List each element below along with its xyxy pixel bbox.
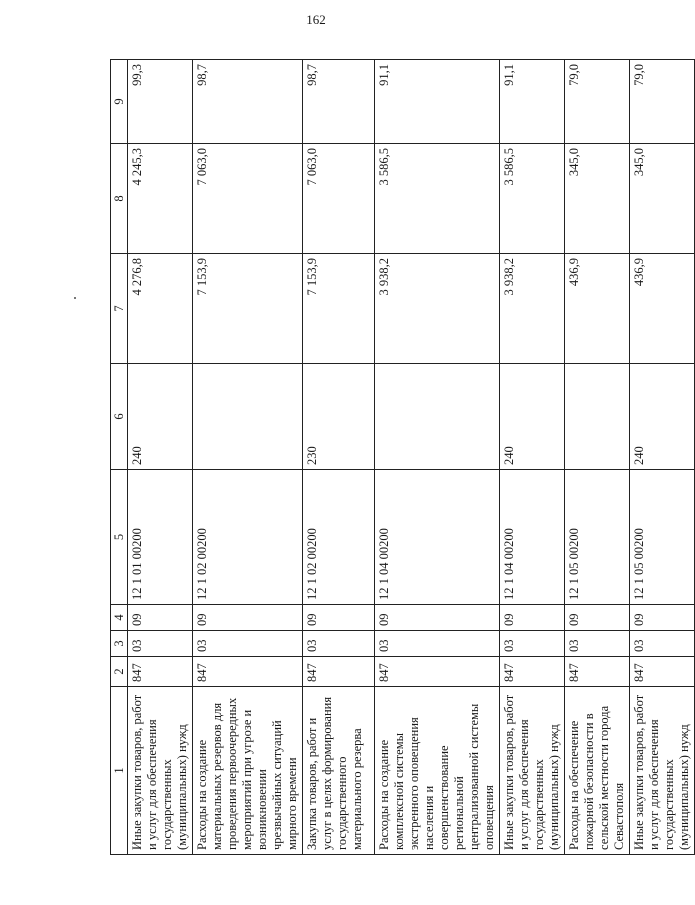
row-name: Иные закупки товаров, работ и услуг для обеспечения государственных (муниципальных) нужд xyxy=(128,687,193,855)
cell-c8: 4 245,3 xyxy=(128,144,193,254)
table-row xyxy=(630,60,695,855)
cell-c8: 345,0 xyxy=(565,144,630,254)
cell-c6 xyxy=(565,364,630,470)
cell-c6: 240 xyxy=(128,364,193,470)
table-row xyxy=(128,60,193,855)
cell-c8: 345,0 xyxy=(630,144,695,254)
cell-c7: 4 276,8 xyxy=(128,254,193,364)
cell-c4: 09 xyxy=(193,605,303,631)
cell-c9: 98,7 xyxy=(193,60,303,144)
cell-c9: 91,1 xyxy=(500,60,565,144)
cell-c3: 03 xyxy=(193,631,303,657)
cell-c3: 03 xyxy=(630,631,695,657)
table-row xyxy=(375,60,500,855)
cell-c2: 847 xyxy=(128,657,193,687)
rotated-table-container xyxy=(110,60,691,855)
cell-c5: 12 1 04 00200 xyxy=(500,470,565,605)
cell-c4: 09 xyxy=(128,605,193,631)
cell-c7: 3 938,2 xyxy=(500,254,565,364)
col-header: 1 xyxy=(111,687,128,855)
cell-c3: 03 xyxy=(128,631,193,657)
table-row xyxy=(500,60,565,855)
cell-c3: 03 xyxy=(375,631,500,657)
cell-c2: 847 xyxy=(193,657,303,687)
cell-c9: 99,3 xyxy=(128,60,193,144)
cell-c2: 847 xyxy=(565,657,630,687)
col-header: 9 xyxy=(111,60,128,144)
col-header: 7 xyxy=(111,254,128,364)
row-name: Иные закупки товаров, работ и услуг для обеспечения государственных (муниципальных) нужд xyxy=(630,687,695,855)
cell-c2: 847 xyxy=(375,657,500,687)
cell-c5: 12 1 01 00200 xyxy=(128,470,193,605)
cell-c3: 03 xyxy=(500,631,565,657)
cell-c2: 847 xyxy=(500,657,565,687)
cell-c2: 847 xyxy=(303,657,375,687)
budget-table xyxy=(110,59,695,855)
row-name: Расходы на создание комплексной системы экстренного оповещения населения и совершенствование региональной централизованной системы оповещения xyxy=(375,687,500,855)
cell-c7: 436,9 xyxy=(565,254,630,364)
cell-c6: 240 xyxy=(500,364,565,470)
cell-c8: 7 063,0 xyxy=(303,144,375,254)
cell-c4: 09 xyxy=(630,605,695,631)
table-row xyxy=(193,60,303,855)
col-header: 3 xyxy=(111,631,128,657)
cell-c3: 03 xyxy=(565,631,630,657)
cell-c8: 3 586,5 xyxy=(500,144,565,254)
cell-c7: 436,9 xyxy=(630,254,695,364)
cell-c9: 79,0 xyxy=(630,60,695,144)
row-name: Закупка товаров, работ и услуг в целях формирования государственного материального резерва xyxy=(303,687,375,855)
cell-c3: 03 xyxy=(303,631,375,657)
cell-c7: 7 153,9 xyxy=(303,254,375,364)
cell-c5: 12 1 02 00200 xyxy=(193,470,303,605)
cell-c6 xyxy=(375,364,500,470)
row-name: Иные закупки товаров, работ и услуг для обеспечения государственных (муниципальных) нужд xyxy=(500,687,565,855)
cell-c7: 3 938,2 xyxy=(375,254,500,364)
table-row xyxy=(303,60,375,855)
cell-c5: 12 1 05 00200 xyxy=(565,470,630,605)
cell-c9: 98,7 xyxy=(303,60,375,144)
header-row xyxy=(111,60,128,855)
cell-c5: 12 1 04 00200 xyxy=(375,470,500,605)
cell-c5: 12 1 02 00200 xyxy=(303,470,375,605)
cell-c4: 09 xyxy=(375,605,500,631)
col-header: 5 xyxy=(111,470,128,605)
cell-c9: 79,0 xyxy=(565,60,630,144)
col-header: 4 xyxy=(111,605,128,631)
cell-c7: 7 153,9 xyxy=(193,254,303,364)
cell-c4: 09 xyxy=(303,605,375,631)
col-header: 6 xyxy=(111,364,128,470)
cell-c5: 12 1 05 00200 xyxy=(630,470,695,605)
cell-c8: 7 063,0 xyxy=(193,144,303,254)
cell-c2: 847 xyxy=(630,657,695,687)
table-row xyxy=(565,60,630,855)
cell-c6: 230 xyxy=(303,364,375,470)
col-header: 8 xyxy=(111,144,128,254)
row-name: Расходы на обеспечение пожарной безопасности в сельской местности города Севастополя xyxy=(565,687,630,855)
cell-c6: 240 xyxy=(630,364,695,470)
cell-c4: 09 xyxy=(565,605,630,631)
page-number: 162 xyxy=(306,12,326,27)
cell-c8: 3 586,5 xyxy=(375,144,500,254)
cell-c9: 91,1 xyxy=(375,60,500,144)
cell-c6 xyxy=(193,364,303,470)
col-header: 2 xyxy=(111,657,128,687)
cell-c4: 09 xyxy=(500,605,565,631)
scan-speck xyxy=(74,297,76,299)
row-name: Расходы на создание материальных резервов для проведения первоочередных мероприятий при угрозе и возникновении чрезвычайных ситуаций мирного времени xyxy=(193,687,303,855)
